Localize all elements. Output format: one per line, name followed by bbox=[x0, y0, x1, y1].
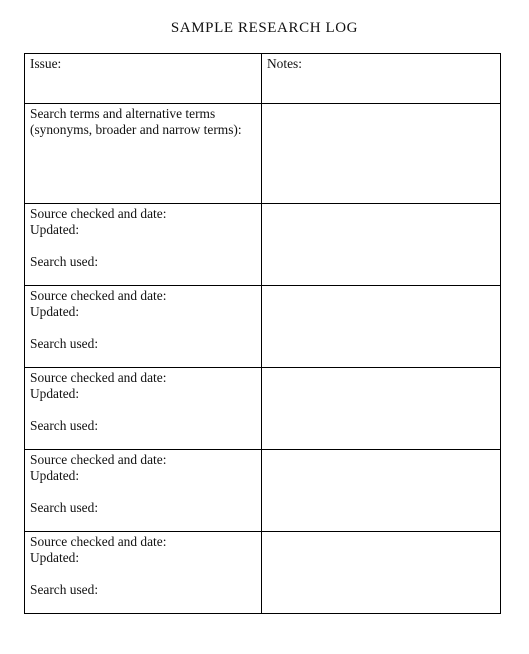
source-checked-label: Source checked and date: bbox=[30, 206, 167, 221]
table-row-source bbox=[25, 204, 501, 286]
search-used-label: Search used: bbox=[30, 582, 99, 597]
table-row-search-terms bbox=[25, 104, 501, 204]
source-cell[interactable] bbox=[25, 450, 262, 532]
source-checked-label: Source checked and date: bbox=[30, 370, 167, 385]
notes-header-cell[interactable] bbox=[262, 54, 501, 104]
updated-label: Updated: bbox=[30, 468, 80, 483]
table-row-issue bbox=[25, 54, 501, 104]
source-notes-cell[interactable] bbox=[262, 286, 501, 368]
source-cell[interactable] bbox=[25, 532, 262, 614]
updated-label: Updated: bbox=[30, 386, 80, 401]
source-notes-cell[interactable] bbox=[262, 532, 501, 614]
search-used-label: Search used: bbox=[30, 418, 99, 433]
updated-label: Updated: bbox=[30, 550, 80, 565]
table-row-source bbox=[25, 532, 501, 614]
source-notes-cell[interactable] bbox=[262, 204, 501, 286]
source-checked-label: Source checked and date: bbox=[30, 288, 167, 303]
search-used-label: Search used: bbox=[30, 500, 99, 515]
updated-label: Updated: bbox=[30, 222, 80, 237]
source-checked-label: Source checked and date: bbox=[30, 534, 167, 549]
document-title: SAMPLE RESEARCH LOG bbox=[170, 20, 359, 36]
source-notes-cell[interactable] bbox=[262, 368, 501, 450]
issue-cell[interactable] bbox=[25, 54, 262, 104]
search-used-label: Search used: bbox=[30, 254, 99, 269]
source-checked-label: Source checked and date: bbox=[30, 452, 167, 467]
search-terms-notes-cell[interactable] bbox=[262, 104, 501, 204]
notes-label: Notes: bbox=[267, 56, 302, 71]
updated-label: Updated: bbox=[30, 304, 80, 319]
search-terms-cell[interactable] bbox=[25, 104, 262, 204]
source-cell[interactable] bbox=[25, 204, 262, 286]
table-row-source bbox=[25, 286, 501, 368]
source-notes-cell[interactable] bbox=[262, 450, 501, 532]
search-terms-label: Search terms and alternative terms (synonyms, broader and narrow terms): bbox=[30, 106, 242, 137]
table-row-source bbox=[25, 450, 501, 532]
research-log-table bbox=[24, 53, 501, 614]
search-used-label: Search used: bbox=[30, 336, 99, 351]
source-cell[interactable] bbox=[25, 368, 262, 450]
issue-label: Issue: bbox=[30, 56, 62, 71]
source-cell[interactable] bbox=[25, 286, 262, 368]
table-row-source bbox=[25, 368, 501, 450]
